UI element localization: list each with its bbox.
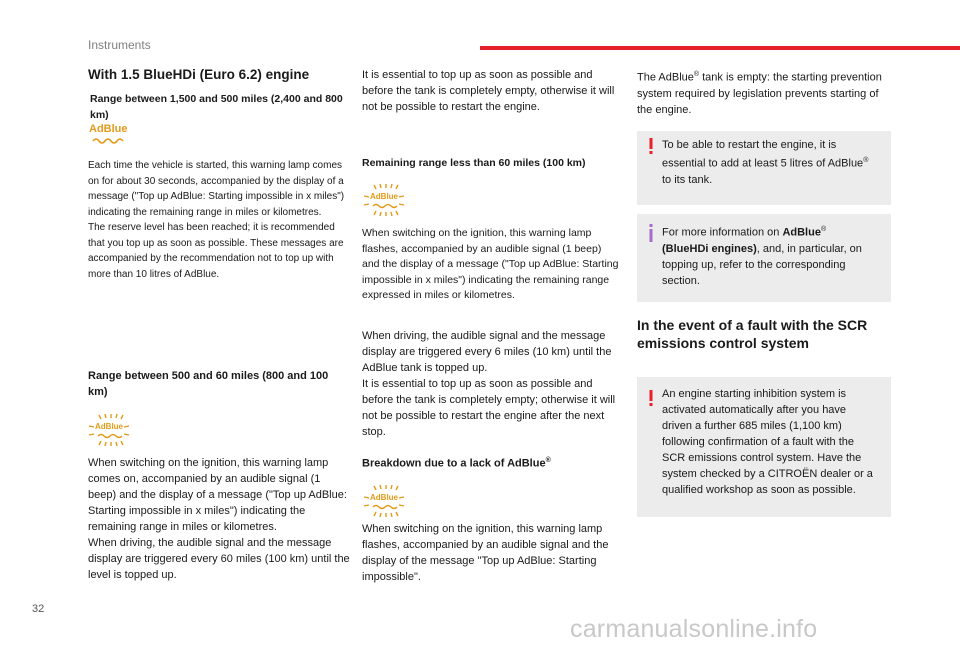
registered-mark: ® [545,457,551,464]
wave-icon [92,137,126,145]
breakdown-heading-text: Breakdown due to a lack of AdBlue [362,457,546,470]
header-accent-bar [480,46,960,50]
warning-note-1 [637,131,891,205]
empty-tank-text [637,67,892,118]
section-title: Instruments [88,38,151,52]
fault-title-block [637,316,892,352]
col2-intro: It is essential to top up as soon as possible and before the tank is completely empty, otherwise it will not be possible to restart the engine. [362,69,615,113]
info-icon [647,224,655,242]
range2-heading: Range between 500 and 60 miles (800 and 100 km) [88,370,329,398]
range3-body [362,226,619,304]
fault-title: In the event of a fault with the SCR emissions control system [637,317,868,351]
breakdown-heading-block [362,453,619,472]
info-text-b: , and, in particular, on topping up, refer to the corresponding section. [662,242,862,287]
watermark: carmanualsonline.info [570,615,818,643]
adblue-icon-label: AdBlue [370,192,398,201]
registered-mark: ® [820,226,827,233]
adblue-warning-icon-2 [362,183,406,217]
column-1 [88,67,350,82]
adblue-icon-label: AdBlue [370,493,398,502]
warning-note-1-text [662,137,879,188]
range1-heading: Range between 1,500 and 500 miles (2,400 and 800 km) [90,93,343,121]
range1-text: Each time the vehicle is started, this warning lamp comes on for about 30 seconds, accompanied by the display of a message ("Top up AdBlue: Starting impossible in x miles") indicating the remaining range in miles or kilometres. [88,160,345,218]
warning-note-2-text: An engine starting inhibition system is activated automatically after you have driven a further 685 miles (1,100 km) following confirmation of a fault with the SCR emissions control system. Have the system checked by a CITROËN dealer or a qualified workshop as soon as possible. [662,388,873,496]
adblue-icon-label: AdBlue [95,422,123,431]
info-text-a: For more information on [662,226,783,239]
adblue-icon-static [89,123,133,145]
info-bold-adblue: AdBlue [782,226,821,239]
range2-text: When switching on the ignition, this warning lamp comes on, accompanied by an audible signal (1 beep) and the display of a message ("Top up AdBlue: Starting impossible in x miles") indicating the remaining range in miles or kilometres. [88,457,347,533]
empty-text-b: tank is empty: the starting prevention system required by legislation prevents starting of the engine. [637,71,882,116]
range2-body [88,455,350,583]
engine-title: With 1.5 BlueHDi (Euro 6.2) engine [88,67,310,82]
breakdown-body [362,521,619,585]
adblue-warning-icon-3 [362,484,406,518]
exclamation-icon [647,389,655,407]
adblue-warning-icon-1 [87,413,131,447]
range3-heading: Remaining range less than 60 miles (100 km) [362,157,586,169]
breakdown-heading [362,453,619,472]
breakdown-text: When switching on the ignition, this warning lamp flashes, accompanied by an audible signal and the display of the message "Top up AdBlue: Starting impossible". [362,523,609,583]
range1-text2: The reserve level has been reached; it is recommended that you top up as soon as possible. These messages are accompanied by the recommendation not to top up with more than 10 litres of AdBlue. [88,222,344,280]
range1-body [88,158,350,282]
warn1-text-a: To be able to restart the engine, it is essential to add at least 5 litres of AdBlue [662,139,864,170]
range3-text: When switching on the ignition, this warning lamp flashes, accompanied by an audible signal (1 beep) and the display of a message ("Top up AdBlue: Starting impossible in x miles") indicating the remaining range expressed in miles or kilometres. [362,227,619,301]
page-number: 32 [32,603,45,615]
column-3 [637,67,892,118]
range1-heading-block [90,91,345,123]
adblue-icon-label: AdBlue [89,123,128,135]
range3-heading-block [362,155,617,171]
range2-heading-block [88,368,343,400]
info-bold-engines: (BlueHDi engines) [662,242,757,255]
range3-driving [362,328,619,440]
range3-text3: It is essential to top up as soon as possible and before the tank is completely empty; otherwise it will not be possible to restart the engine after the next stop. [362,378,616,438]
column-2 [362,67,617,115]
registered-mark: ® [693,71,700,78]
info-note [637,214,891,302]
range2-text2: When driving, the audible signal and the message display are triggered every 60 miles (100 km) until the level is topped up. [88,537,350,581]
range3-text2: When driving, the audible signal and the message display are triggered every 6 miles (10 km) until the AdBlue tank is topped up. [362,330,612,374]
exclamation-icon [647,137,655,155]
warn1-text-b: to its tank. [662,173,713,186]
warning-note-2 [637,377,891,517]
empty-text-a: The AdBlue [637,71,694,84]
info-note-text [662,222,879,289]
registered-mark: ® [863,157,869,164]
